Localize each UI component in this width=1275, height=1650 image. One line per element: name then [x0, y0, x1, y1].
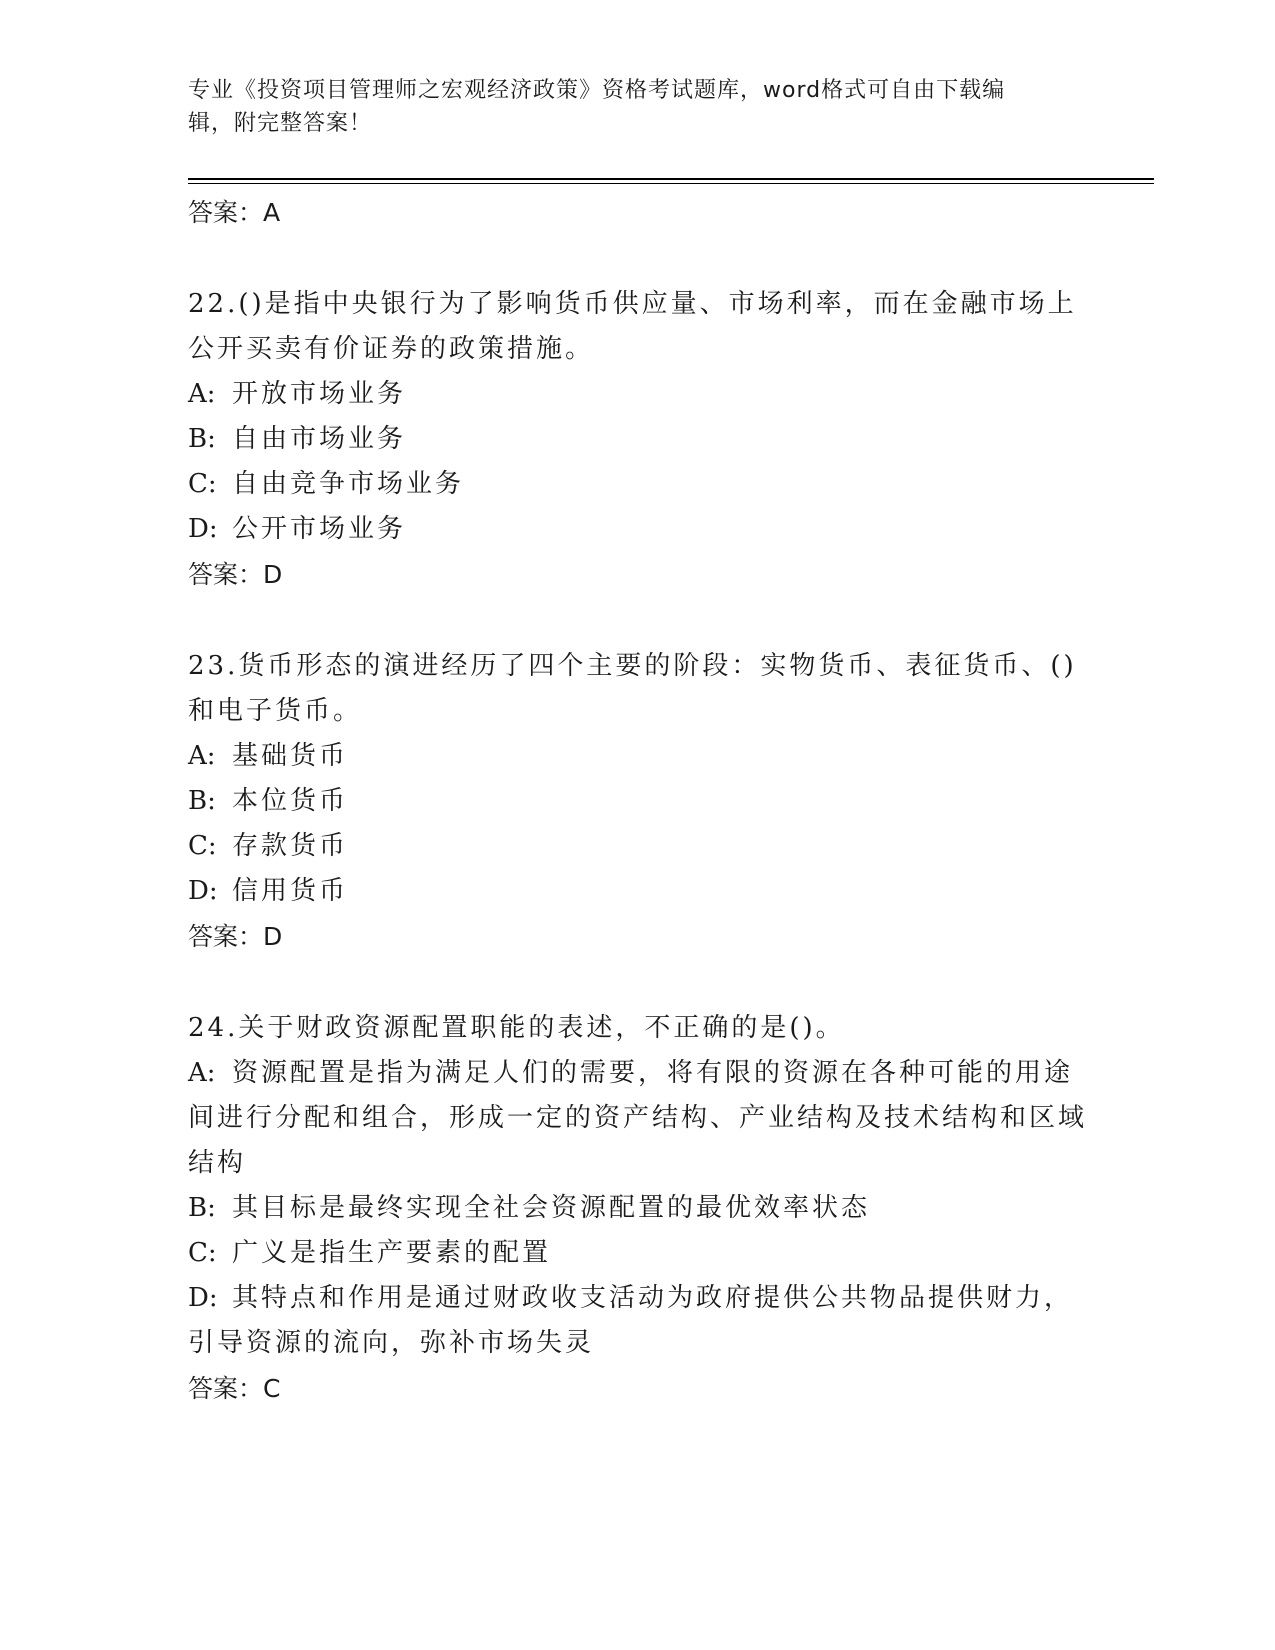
answer-label: 答案：C	[188, 1374, 281, 1403]
question-text: 23.货币形态的演进经历了四个主要的阶段：实物货币、表征货币、()和电子货币。	[188, 651, 1077, 726]
option-a	[188, 734, 1088, 779]
option-text: 存款货币	[232, 831, 349, 861]
option-key: B:	[188, 786, 216, 816]
document-body	[188, 190, 1088, 1411]
option-b	[188, 417, 1088, 462]
header-divider-thick	[188, 178, 1154, 180]
option-key: A:	[188, 379, 216, 409]
option-a	[188, 1051, 1088, 1186]
option-a	[188, 372, 1088, 417]
question-22	[188, 282, 1088, 597]
option-text: 资源配置是指为满足人们的需要，将有限的资源在各种可能的用途间进行分配和组合，形成一定的资产结构、产业结构及技术结构和区域结构	[188, 1058, 1088, 1178]
answer-label: 答案：A	[188, 198, 281, 227]
option-key: B:	[188, 424, 216, 454]
option-text: 广义是指生产要素的配置	[232, 1238, 552, 1268]
option-c	[188, 1231, 1088, 1276]
option-key: A:	[188, 1058, 216, 1088]
option-text: 其特点和作用是通过财政收支活动为政府提供公共物品提供财力，引导资源的流向，弥补市场失灵	[188, 1283, 1074, 1358]
option-key: C:	[188, 831, 217, 861]
option-text: 公开市场业务	[232, 514, 407, 544]
option-text: 基础货币	[232, 741, 349, 771]
header-line-1: 专业《投资项目管理师之宏观经济政策》资格考试题库，word格式可自由下载编	[188, 78, 1006, 103]
header-line-2: 辑，附完整答案！	[188, 111, 373, 136]
header-divider-thin	[188, 183, 1154, 184]
option-d	[188, 507, 1088, 552]
option-text: 开放市场业务	[232, 379, 407, 409]
option-key: C:	[188, 469, 217, 499]
answer-label: 答案：D	[188, 560, 283, 589]
option-b	[188, 779, 1088, 824]
option-b	[188, 1186, 1088, 1231]
option-text: 自由竞争市场业务	[232, 469, 465, 499]
document-header	[188, 74, 1088, 140]
option-text: 本位货币	[232, 786, 349, 816]
option-key: B:	[188, 1193, 216, 1223]
option-key: C:	[188, 1238, 217, 1268]
option-c	[188, 462, 1088, 507]
option-d	[188, 869, 1088, 914]
option-text: 信用货币	[232, 876, 349, 906]
option-key: D:	[188, 1283, 218, 1313]
question-text: 22.()是指中央银行为了影响货币供应量、市场利率，而在金融市场上公开买卖有价证券的政策措施。	[188, 289, 1077, 364]
option-key: D:	[188, 876, 218, 906]
option-text: 自由市场业务	[232, 424, 407, 454]
option-key: D:	[188, 514, 218, 544]
answer-label: 答案：D	[188, 922, 283, 951]
option-key: A:	[188, 741, 216, 771]
question-23	[188, 644, 1088, 959]
question-text: 24.关于财政资源配置职能的表述，不正确的是()。	[188, 1013, 845, 1043]
option-d	[188, 1276, 1088, 1366]
option-c	[188, 824, 1088, 869]
option-text: 其目标是最终实现全社会资源配置的最优效率状态	[232, 1193, 871, 1223]
question-24	[188, 1006, 1088, 1411]
